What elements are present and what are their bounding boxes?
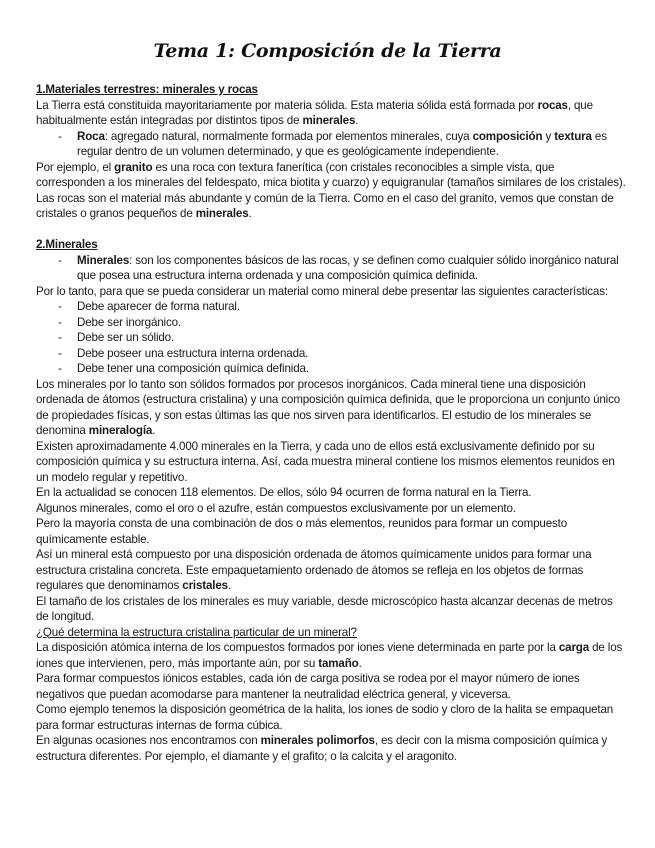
- paragraph: En algunas ocasiones nos encontramos con minerales polimorfos, es decir con la misma composición química y estructura diferentes. Por ejemplo, el diamante y el grafito; o la calcita y el aragonito.: [36, 734, 608, 763]
- paragraph: Pero la mayoría consta de una combinación de dos o más elementos, reunidos para formar un compuesto químicamente estable.: [36, 517, 568, 546]
- paragraph: Así un mineral está compuesto por una disposición ordenada de átomos químicamente unidos para formar una estructura cristalina concreta. Este empaquetamiento ordenado de átomos se refleja en los objetos de formas regulares que denominamos cristales.: [36, 548, 592, 592]
- paragraph: Por lo tanto, para que se pueda considerar un material como mineral debe presentar las siguientes características:: [36, 284, 608, 298]
- paragraph: Algunos minerales, como el oro o el azufre, están compuestos exclusivamente por un elemento.: [36, 501, 516, 515]
- paragraph: En la actualidad se conocen 118 elementos. De ellos, sólo 94 ocurren de forma natural en la Tierra.: [36, 486, 532, 499]
- paragraph: La disposición atómica interna de los compuestos formados por iones viene determinada en parte por la carga de los iones que intervienen, pero, más importante aún, por su tamaño.: [36, 641, 623, 670]
- list-item: - Debe tener una composición química definida.: [58, 362, 309, 375]
- paragraph: La Tierra está constituida mayoritariamente por materia sólida. Esta materia sólida está formada por rocas, que habitualmente están integradas por distintos tipos de minerales.: [36, 98, 593, 127]
- paragraph: Como ejemplo tenemos la disposición geométrica de la halita, los iones de sodio y cloro de la halita se empaquetan para formar estructuras internas de forma cúbica.: [36, 703, 614, 732]
- list-item: - Debe ser un sólido.: [58, 331, 175, 344]
- list-item-minerales: - Minerales: son los componentes básicos de las rocas, y se definen como cualquier sólido inorgánico natural que posea una estructura interna ordenada y una composición química definida.: [58, 253, 619, 282]
- list-item: - Debe poseer una estructura interna ordenada.: [58, 346, 309, 360]
- paragraph: El tamaño de los cristales de los minerales es muy variable, desde microscópico hasta alcanzar decenas de metros de longitud.: [36, 594, 613, 623]
- paragraph: Por ejemplo, el granito es una roca con textura fanerítica (con cristales reconocibles a simple vista, que corresponden a los minerales del feldespato, mica biotita y cuarzo) y equigranular (tamaños similares de los cristales).: [36, 160, 626, 189]
- section-heading-1: 1.Materiales terrestres: minerales y rocas: [36, 83, 258, 96]
- question-heading: ¿Qué determina la estructura cristalina particular de un mineral?: [36, 625, 357, 639]
- paragraph: Existen aproximadamente 4.000 minerales en la Tierra, y cada uno de ellos está exclusivamente definido por su composición química y su estructura interna. Así, cada muestra mineral contiene los mismos elementos reunidos en un modelo regular y repetitivo.: [36, 439, 615, 484]
- bullet-dash: -: [58, 129, 62, 143]
- section-heading-2: 2.Minerales: [36, 238, 98, 251]
- paragraph: Los minerales por lo tanto son sólidos formados por procesos inorgánicos. Cada mineral tiene una disposición ordenada de átomos (estructura cristalina) y una composición química definida, que le proporciona un conjunto único de propiedades físicas, y son estas últimas las que nos sirven para identificarlos. El estudio de los minerales se denomina mineralogía.: [36, 377, 621, 437]
- page-title: Tema 1: Composición de la Tierra: [153, 40, 502, 62]
- paragraph: Para formar compuestos iónicos estables, cada ión de carga positiva se rodea por el mayor número de iones negativos que puedan acomodarse para mantener la neutralidad eléctrica general, y viceversa.: [36, 672, 580, 701]
- document-body: [36, 82, 626, 764]
- bullet-dash: -: [58, 253, 62, 267]
- list-item-roca: - Roca: agregado natural, normalmente formada por elementos minerales, cuya composición y textura es regular dentro de un volumen determinado, y que es geológicamente independiente.: [58, 129, 607, 158]
- list-item: - Debe ser inorgánico.: [58, 315, 181, 329]
- list-item: - Debe aparecer de forma natural.: [58, 300, 240, 313]
- paragraph: Las rocas son el material más abundante y común de la Tierra. Como en el caso del granito, vemos que constan de cristales o granos pequeños de minerales.: [36, 191, 614, 220]
